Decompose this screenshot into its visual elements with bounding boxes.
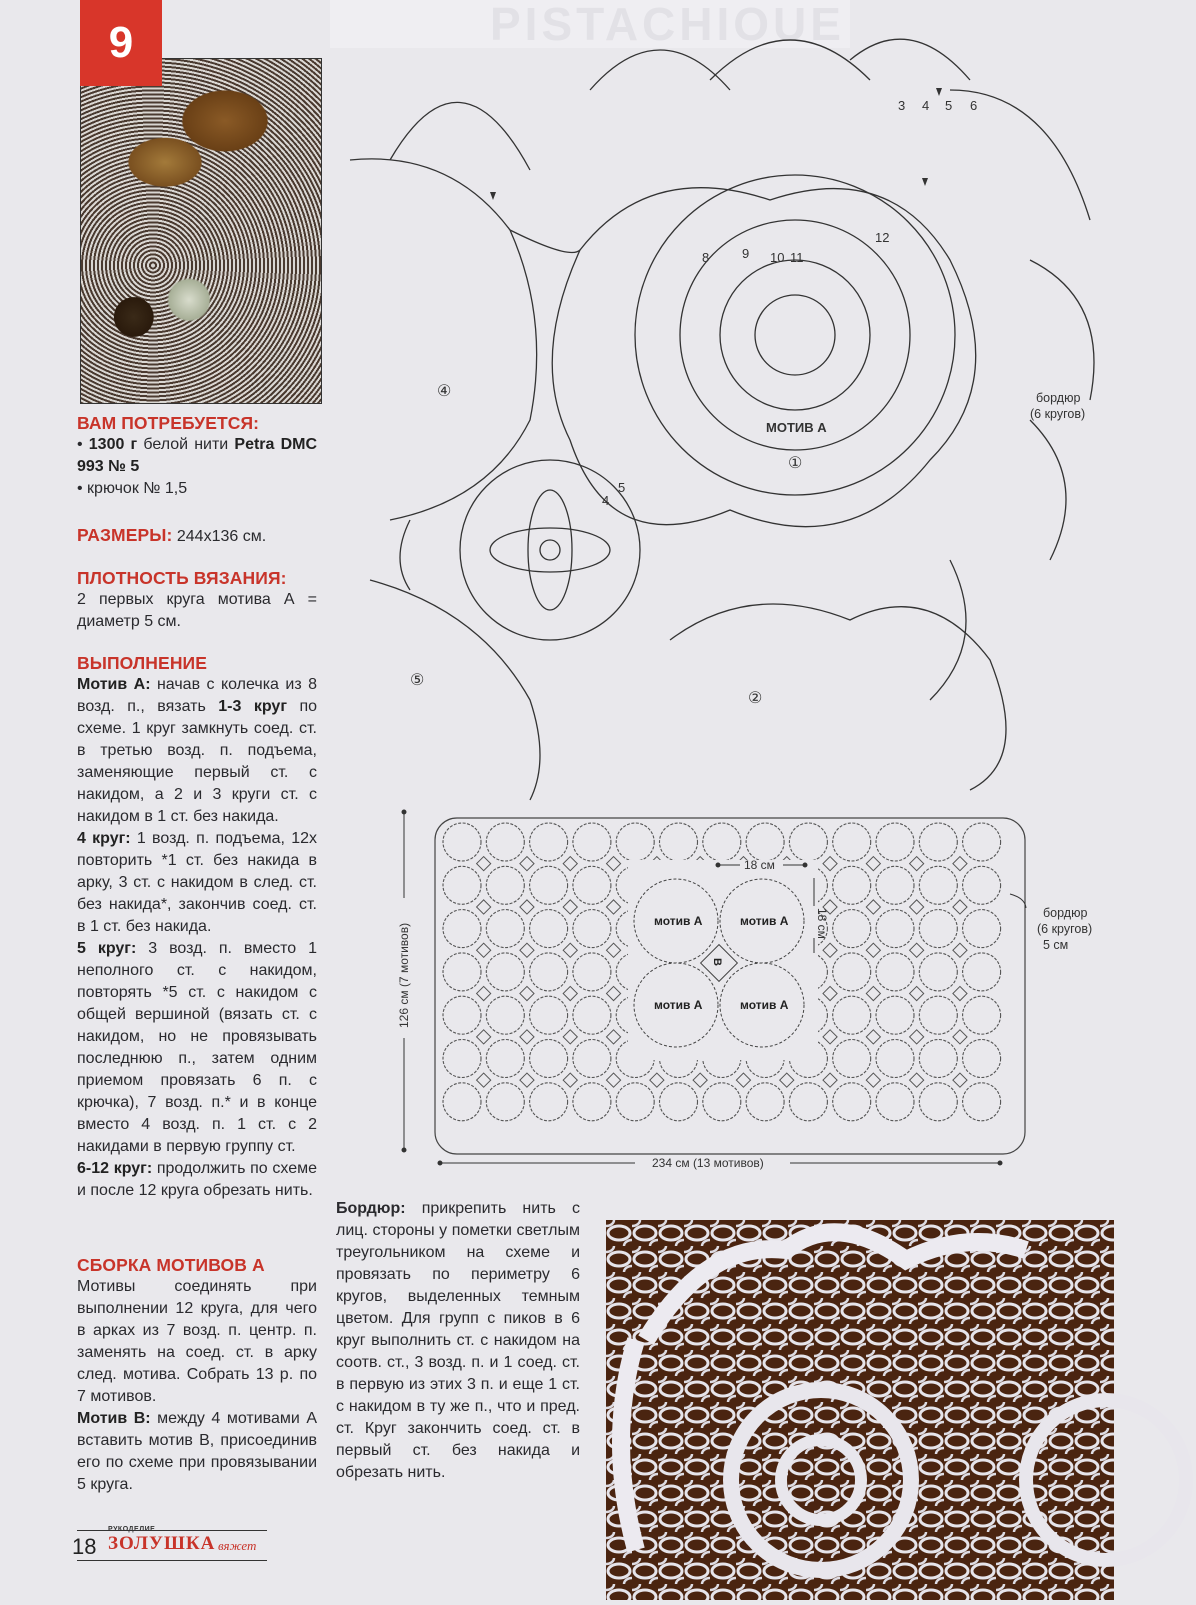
grid-motif-b [910,943,924,957]
grid-motif [963,953,1001,991]
motif-b-label: В [711,958,723,966]
side-dim-dot-top [402,810,406,814]
grid-motif [573,1083,611,1121]
materials-item-yarn [77,434,317,478]
grid-motif-b [910,1030,924,1044]
chart-lines [350,39,1094,800]
lace-photo-pattern [606,1220,1114,1600]
grid-motif-b [563,1073,577,1087]
hook-text: крючок № 1,5 [87,480,188,497]
grid-motif [919,910,957,948]
grid-motif-b [953,943,967,957]
motif-a-outline-5 [370,580,540,800]
grid-motif-b [563,857,577,871]
motif-label-1: мотив А [654,914,703,928]
grid-motif [876,1083,914,1121]
grid-motif [660,823,698,861]
grid-motif-b [606,857,620,871]
grid-motif [876,953,914,991]
instructions-heading: ВЫПОЛНЕНИЕ [77,653,208,673]
grid-motif [919,823,957,861]
grid-motif [486,1083,524,1121]
grid-motif [530,866,568,904]
row-9: 9 [742,246,750,261]
grid-motif [616,823,654,861]
grid-motif-b [477,1073,491,1087]
tablecloth-photo-top [80,58,322,404]
grid-motif [746,823,784,861]
instructions-round-5 [77,938,317,1158]
grid-motif-b [563,943,577,957]
bottom-dimension-label: 234 см (13 мотивов) [652,1156,764,1170]
grid-motif [876,866,914,904]
instructions-round-4 [77,828,317,938]
materials-section [77,412,317,500]
border-scallop-6 [1030,260,1094,400]
footer-brand-sub: РУКОДЕЛИЕ [108,1526,156,1533]
grid-motif [443,953,481,991]
marker-1: ① [788,455,803,472]
motif-a-ring-2 [720,260,870,410]
lace-texture [606,1220,1114,1600]
grid-motif-b [606,1030,620,1044]
grid-motif [573,996,611,1034]
border-instructions [336,1198,580,1484]
motif-b-row-4: 4 [602,493,610,508]
assembly-heading: СБОРКА МОТИВОВ А [77,1255,265,1275]
grid-motif [530,996,568,1034]
grid-motif [919,996,957,1034]
grid-motif-b [606,986,620,1000]
grid-motif-b [520,943,534,957]
size-value: 244x136 см. [172,528,267,545]
grid-motif-b [606,943,620,957]
grid-motif [703,1083,741,1121]
grid-motif [746,1083,784,1121]
grid-motif [573,953,611,991]
grid-motif-b [953,1073,967,1087]
layout-border-label-3: 5 см [1043,938,1069,952]
instructions-rounds-6-12 [77,1158,317,1202]
header-ghost-title: PISTACHIOUE [330,0,850,48]
grid-motif [833,823,871,861]
grid-motif-b [563,900,577,914]
grid-motif-b [780,1073,794,1087]
chart-labels [410,88,1085,707]
border-label: Бордюр: [336,1200,406,1217]
grid-motif [919,1083,957,1121]
motif-b-text: между 4 мотивами А вставить мотив В, присоединив его по схеме при провязывании 5 круга. [77,1410,318,1493]
grid-motif [703,823,741,861]
motif-a-text-2: по схеме. 1 круг замкнуть соед. ст. в третью возд. п. подъема, заменяющие первый ст. с накидом, а 2 и 3 круги ст. с накидом в 1 ст. без накида. [77,698,318,825]
grid-motif-b [563,1030,577,1044]
grid-motif-b [520,857,534,871]
footer-rule-top [77,1530,267,1531]
assembly-text: Мотивы соединять при выполнении 12 круга, для чего в арках из 7 возд. п. центр. п. заменять на соед. ст. в арку след. мотива. Собрать 13 р. по 7 мотивов. [77,1278,317,1405]
materials-item-hook [77,478,317,500]
border-scallop-7 [1030,420,1066,560]
gauge-section [77,567,317,633]
connector-top [510,230,580,253]
size-section [77,524,317,548]
grid-motif-b [477,943,491,957]
grid-motif [616,1083,654,1121]
grid-motif-b [823,857,837,871]
grid-motif-b [477,986,491,1000]
footer-brand-script: вяжет [218,1538,257,1553]
grid-motif [833,953,871,991]
gauge-text: 2 первых круга мотива А = диаметр 5 см. [77,591,317,630]
motif-a-label: МОТИВ А [766,420,827,435]
motif-label-4: мотив А [740,998,789,1012]
grid-motif [919,953,957,991]
grid-motif-b [520,986,534,1000]
assembly-section [77,1254,317,1496]
dim-width-dot-left [716,863,720,867]
grid-motif [486,910,524,948]
grid-motif-b [563,986,577,1000]
grid-motif [963,996,1001,1034]
grid-motif-b [823,986,837,1000]
row-11: 11 [790,250,804,265]
grid-motif [443,996,481,1034]
grid-motif [530,1083,568,1121]
grid-motif [530,823,568,861]
border-label-line2: (6 кругов) [1030,407,1086,421]
grid-motif-b [823,1030,837,1044]
border-scallop-4 [850,39,970,80]
grid-motif-b [866,900,880,914]
grid-motif [486,866,524,904]
layout-diagram [397,808,1140,1198]
grid-motif-b [823,943,837,957]
grid-motif [486,823,524,861]
motif-a-rows: 1-3 круг [218,698,287,715]
grid-motif-b [693,1073,707,1087]
border-label-line1: бордюр [1036,391,1081,405]
grid-motif [919,866,957,904]
row-12: 12 [875,230,890,245]
grid-motif [530,953,568,991]
grid-motif [443,866,481,904]
start-triangle-marker-2 [922,178,928,186]
grid-motif [486,953,524,991]
border-scallop-2 [590,50,730,90]
grid-motif [486,996,524,1034]
grid-motif-b [866,986,880,1000]
grid-motif [963,910,1001,948]
grid-motif [833,910,871,948]
grid-motif [443,1040,481,1078]
footer-brand: ЗОЛУШКА [108,1533,216,1554]
motif-b-row-5: 5 [618,480,626,495]
motif-a-label: Мотив А: [77,676,151,693]
grid-motif [530,1040,568,1078]
grid-motif [486,1040,524,1078]
instructions-motif-a [77,674,317,828]
side-dimension-label: 126 см (7 мотивов) [397,922,411,1028]
rounds-6-12-text: продолжить по схеме и после 12 круга обрезать нить. [77,1160,317,1199]
bottom-dim-dot-right [998,1161,1002,1165]
round-5-text: 3 возд. п. вместо 1 неполного ст. с накидом, повторять *5 ст. с накидом с общей вершиной (вязать ст. с накидом, но не провязывать последнюю п., затем одним приемом провязать 6 п. с крючка), 7 возд. п.* и в конце вместо 4 возд. п. 1 ст. с 2 накидами в первую группу ст. [77,940,318,1155]
grid-motif-b [866,1030,880,1044]
motif-label-2: мотив А [740,914,789,928]
instructions-section [77,652,317,1202]
start-triangle-marker-3 [490,192,496,200]
motif-a-outline-2 [670,604,1006,790]
footer-rule-bottom [77,1560,267,1561]
motif-b-petal-v [528,490,572,610]
grid-motif [876,823,914,861]
motif-label-3: мотив А [654,998,703,1012]
row-4: 4 [922,98,930,113]
grid-motif-b [953,900,967,914]
motif-b-petal-h [490,528,610,572]
grid-motif-b [910,900,924,914]
gauge-heading: ПЛОТНОСТЬ ВЯЗАНИЯ: [77,568,287,588]
grid-motif [833,996,871,1034]
marker-5: ⑤ [410,672,425,689]
grid-motif-b [866,1073,880,1087]
connector-left [400,520,410,590]
grid-motif-b [606,1073,620,1087]
motif-a-outline-4 [350,159,537,520]
layout-border-label-1: бордюр [1043,906,1088,920]
grid-motif-b [736,1073,750,1087]
motif-b-outline [460,460,640,640]
grid-motif-b [866,857,880,871]
grid-motif [789,823,827,861]
crochet-chart-top [330,0,1130,800]
grid-motif [443,910,481,948]
motif-a-text-1: начав с колечка из 8 возд. п., вязать [77,676,317,715]
grid-motif-b [477,900,491,914]
grid-motif [573,910,611,948]
round-5-label: 5 круг: [77,940,137,957]
layout-border-label-2: (6 кругов) [1037,922,1093,936]
motif-a-outline-1 [552,188,975,527]
pattern-number-badge: 9 [80,0,162,86]
marker-4: ④ [437,383,452,400]
yarn-quantity: 1300 г [88,436,138,453]
grid-motif [876,996,914,1034]
border-scallop-8 [930,560,966,700]
footer-page-number: 18 [72,1534,97,1559]
border-scallop-3 [710,40,870,80]
grid-motif [443,823,481,861]
grid-motif [833,1083,871,1121]
grid-motif-b [606,900,620,914]
motif-a-ring-1 [755,295,835,375]
grid-motif-b [520,1030,534,1044]
round-4-label: 4 круг: [77,830,131,847]
grid-motif-b [910,1073,924,1087]
grid-motif-b [953,1030,967,1044]
grid-motif [660,1083,698,1121]
motif-b-label: Мотив В: [77,1410,151,1427]
round-4-text: 1 возд. п. подъема, 12х повторить *1 ст. без накида в арку, 3 ст. с накидом в след. ст. без накида*, закончив соед. ст. в 1 ст. без накида. [77,830,317,935]
grid-motif-b [866,943,880,957]
yarn-brand: Petra DMC 993 № 5 [77,436,318,475]
grid-motif-b [823,1073,837,1087]
grid-motif [573,1040,611,1078]
row-8: 8 [702,250,710,265]
dim-width-dot-right [803,863,807,867]
border-scallop-1 [390,102,530,170]
dim-height-label: 18 см [815,908,829,939]
center-block [628,860,818,1060]
grid-motif-b [953,857,967,871]
grid-motif-b [650,1073,664,1087]
materials-heading: ВАМ ПОТРЕБУЕТСЯ: [77,413,260,433]
side-dim-dot-bottom [402,1148,406,1152]
motif-b-center [540,540,560,560]
row-6: 6 [970,98,978,113]
grid-motif-b [520,1073,534,1087]
grid-motif [833,866,871,904]
border-pointer [1010,894,1026,908]
lace-closeup-photo [606,1220,1114,1600]
dim-width-label: 18 см [744,858,775,872]
start-triangle-marker [936,88,942,96]
size-heading: РАЗМЕРЫ: [77,525,173,545]
grid-motif [573,823,611,861]
grid-motif [876,910,914,948]
border-text: прикрепить нить с лиц. стороны у пометки светлым треугольником на схеме и провязать по периметру 6 кругов, выделенных темным цветом. Для групп с пиков в 6 круг выполнить ст. с накидом на соотв. ст., 3 возд. п. и 1 соед. ст. в первую из этих 3 п. и еще 1 ст. с накидом в ту же п., что и пред. ст. Круг закончить соед. ст. в первый ст. без накида и обрезать нить. [336,1200,580,1481]
row-3: 3 [898,98,906,113]
grid-motif [963,1040,1001,1078]
grid-motif [789,1083,827,1121]
yarn-text: белой нити [137,436,235,453]
row-5: 5 [945,98,953,113]
grid-motif [963,866,1001,904]
grid-motif [963,823,1001,861]
marker-2: ② [748,690,763,707]
grid-motif-b [910,857,924,871]
grid-motif [530,910,568,948]
bottom-dim-dot-left [438,1161,442,1165]
grid-motif-b [520,900,534,914]
rounds-6-12-label: 6-12 круг: [77,1160,153,1177]
grid-motif [919,1040,957,1078]
grid-motif [833,1040,871,1078]
grid-motif [573,866,611,904]
grid-motif-b [953,986,967,1000]
grid-motif-b [477,857,491,871]
grid-motif [443,1083,481,1121]
grid-motif [876,1040,914,1078]
row-10: 10 [770,250,785,265]
grid-motif-b [477,1030,491,1044]
motif-a-ring-4 [635,175,955,495]
assembly-motif-b [77,1408,317,1496]
grid-motif [963,1083,1001,1121]
grid-motif-b [910,986,924,1000]
